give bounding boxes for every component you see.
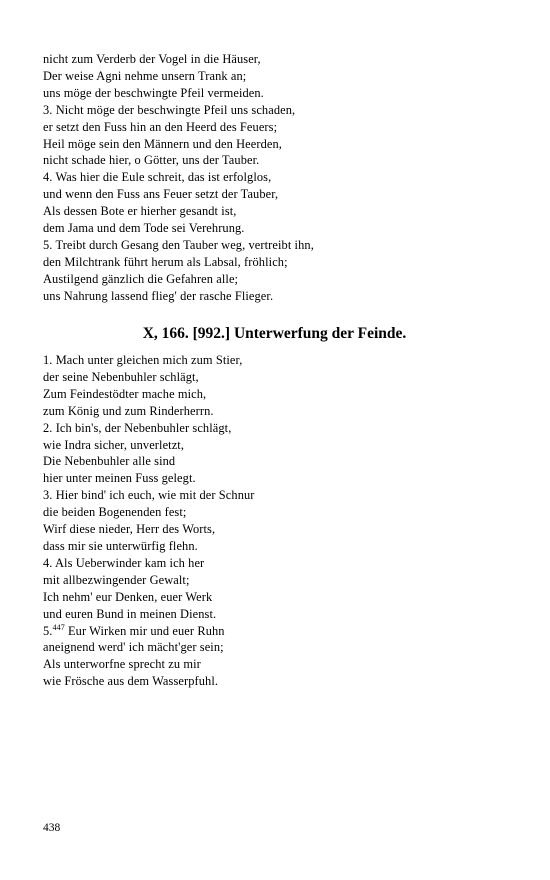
- text-line: 3. Nicht möge der beschwingte Pfeil uns schaden,: [43, 102, 296, 117]
- verse-5-first-line: [43, 623, 523, 640]
- text-line: den Milchtrank führt herum als Labsal, fröhlich;: [43, 254, 288, 269]
- text-line: dem Jama und dem Tode sei Verehrung.: [43, 221, 245, 236]
- verse-text: Eur Wirken mir und euer Ruhn: [64, 623, 225, 638]
- text-line: Als dessen Bote er hierher gesandt ist,: [43, 204, 237, 219]
- text-line: uns Nahrung lassend flieg' der rasche Flieger.: [43, 288, 274, 303]
- text-line: Der weise Agni nehme unsern Trank an;: [43, 68, 247, 83]
- hymn-text: [43, 352, 523, 690]
- hymn-heading: [0, 324, 550, 344]
- hymn-heading-text: X, 166. [992.] Unterwerfung der Feinde.: [142, 325, 407, 342]
- text-line: Als unterworfne sprecht zu mir: [43, 657, 201, 672]
- text-line: wie Frösche aus dem Wasserpfuhl.: [43, 674, 219, 689]
- page-number: 438: [43, 822, 61, 834]
- verse-number: 5.: [43, 623, 53, 638]
- text-line: und wenn den Fuss ans Feuer setzt der Tauber,: [43, 187, 279, 202]
- text-line: Zum Feindestödter mache mich,: [43, 386, 207, 401]
- text-line: zum König und zum Rinderherrn.: [43, 403, 214, 418]
- text-line: mit allbezwingender Gewalt;: [43, 572, 190, 587]
- text-line: die beiden Bogenenden fest;: [43, 505, 187, 520]
- text-line: 4. Als Ueberwinder kam ich her: [43, 555, 205, 570]
- text-line: 4. Was hier die Eule schreit, das ist erfolglos,: [43, 170, 272, 185]
- text-line: dass mir sie unterwürfig flehn.: [43, 538, 198, 553]
- continued-verse-text: [43, 51, 523, 305]
- text-line: 1. Mach unter gleichen mich zum Stier,: [43, 353, 243, 367]
- text-line: Ich nehm' eur Denken, euer Werk: [43, 589, 213, 604]
- text-line: aneignend werd' ich mächt'ger sein;: [43, 640, 224, 655]
- text-line: Wirf diese nieder, Herr des Worts,: [43, 522, 216, 537]
- text-line: wie Indra sicher, unverletzt,: [43, 437, 185, 452]
- text-line: uns möge der beschwingte Pfeil vermeiden.: [43, 85, 264, 100]
- text-line: nicht schade hier, o Götter, uns der Tauber.: [43, 153, 260, 168]
- text-line: 3. Hier bind' ich euch, wie mit der Schnur: [43, 488, 255, 503]
- text-line: und euren Bund in meinen Dienst.: [43, 606, 217, 621]
- text-line: hier unter meinen Fuss gelegt.: [43, 471, 196, 486]
- footnote-marker[interactable]: 447: [52, 622, 65, 632]
- text-line: 5. Treibt durch Gesang den Tauber weg, vertreibt ihn,: [43, 237, 314, 252]
- text-line: Austilgend gänzlich die Gefahren alle;: [43, 271, 239, 286]
- text-line: er setzt den Fuss hin an den Heerd des Feuers;: [43, 119, 278, 134]
- text-line: 2. Ich bin's, der Nebenbuhler schlägt,: [43, 420, 232, 435]
- text-line: der seine Nebenbuhler schlägt,: [43, 369, 199, 384]
- text-line: Heil möge sein den Männern und den Heerden,: [43, 136, 282, 151]
- text-line: nicht zum Verderb der Vogel in die Häuser,: [43, 52, 261, 66]
- text-line: Die Nebenbuhler alle sind: [43, 454, 176, 469]
